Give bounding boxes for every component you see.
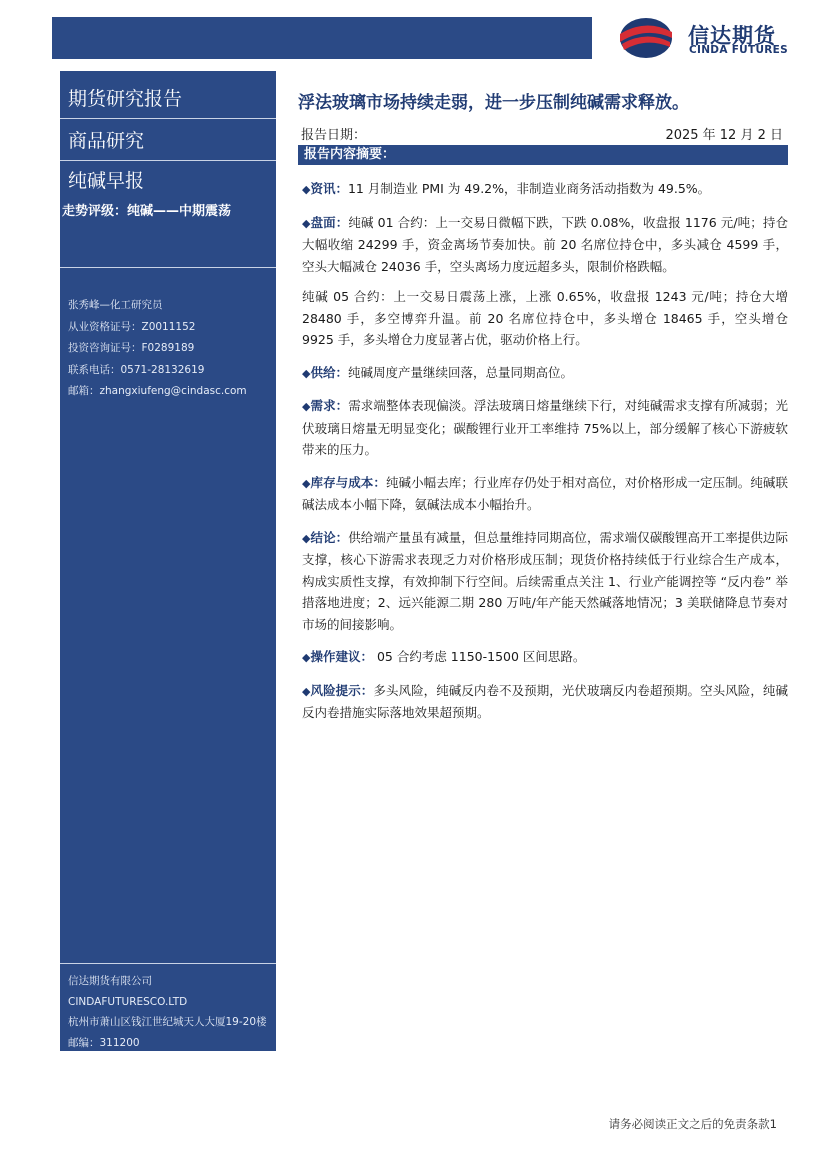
company-name: 信达期货有限公司 (68, 975, 152, 987)
sidebar-divider (60, 267, 276, 268)
company-name-en: CINDAFUTURESCO.LTD (68, 995, 188, 1008)
sidebar-title-report-type: 期货研究报告 (60, 79, 276, 119)
sidebar-divider-bottom (60, 963, 276, 964)
para-label: 需求： (310, 398, 349, 413)
para-text: 05 合约考虑 1150-1500 区间思路。 (372, 649, 586, 664)
para-label: 库存与成本： (310, 474, 386, 490)
report-title: 浮法玻璃市场持续走弱，进一步压制纯碱需求释放。 (298, 93, 689, 113)
para-news (302, 178, 788, 201)
analyst-license: 从业资格证号：Z0011152 (68, 320, 196, 333)
para-text: 纯碱小幅去库；行业库存仍处于相对高位，对价格形成一定压制。纯碱联碱法成本小幅下降，氨碱法成本小幅抬升。 (302, 474, 788, 512)
diamond-bullet-icon: ◆ (302, 684, 311, 698)
para-text: 多头风险，纯碱反内卷不及预期，光伏玻璃反内卷超预期。空头风险，纯碱反内卷措施实际落地效果超预期。 (302, 682, 788, 720)
para-text: 需求端整体表现偏淡。浮法玻璃日熔量继续下行，对纯碱需求支撑有所减弱；光伏玻璃日熔量无明显变化；碳酸锂行业开工率维持 75%以上，部分缓解了核心下游疲软带来的压力。 (302, 398, 788, 457)
para-label: 盘面： (310, 214, 349, 230)
logo-name-en: CINDA FUTURES (689, 44, 789, 56)
analyst-email: 邮箱：zhangxiufeng@cindasc.com (68, 385, 247, 397)
sidebar-title-category: 商品研究 (60, 121, 276, 161)
sidebar (60, 71, 276, 1051)
diamond-bullet-icon: ◆ (302, 651, 311, 664)
diamond-bullet-icon: ◆ (302, 476, 311, 490)
para-text: 纯碱周度产量继续回落，总量同期高位。 (347, 364, 573, 380)
para-risk (302, 680, 788, 724)
para-label: 供给： (310, 364, 348, 380)
logo-name-cn: 信达期货 (688, 24, 776, 48)
para-label: 资讯： (310, 181, 348, 196)
report-date-label: 报告日期： (301, 128, 367, 143)
trend-rating: 走势评级：纯碱——中期震荡 (62, 204, 232, 219)
summary-content (302, 178, 788, 735)
para-operation (302, 646, 788, 669)
company-address: 杭州市萧山区钱江世纪城天人大厦19-20楼 (68, 1016, 267, 1028)
company-postcode: 邮编：311200 (68, 1036, 140, 1049)
para-label: 结论： (310, 529, 349, 545)
para-market (302, 212, 788, 278)
para-text: 供给端产量虽有减量，但总量维持同期高位，需求端仅碳酸锂高开工率提供边际支撑，核心下游需求表现乏力对价格形成压制；现货价格持续低于行业综合生产成本，构成实质性支撑，有效抑制下行空间。后续需重点关注 1、行业产能调控等 “反内卷” 举措落地进度；2、远兴能源二期 280 万吨/年产能天然碱落地情况；3 美联储降息节奏对市场的间接影响。 (302, 529, 788, 632)
para-label: 操作建议： (310, 649, 373, 664)
summary-header: 报告内容摘要： (298, 145, 788, 165)
diamond-bullet-icon: ◆ (302, 400, 311, 413)
para-conclusion (302, 527, 788, 636)
sidebar-title-product: 纯碱早报 (68, 170, 145, 192)
para-market-05 (302, 286, 788, 351)
para-demand (302, 395, 788, 461)
analyst-info (68, 295, 247, 403)
company-info (68, 971, 267, 1053)
top-banner (52, 17, 592, 59)
diamond-bullet-icon: ◆ (302, 366, 311, 380)
analyst-consult-license: 投资咨询证号：F0289189 (68, 342, 195, 354)
para-text: 纯碱 05 合约：上一交易日震荡上涨，上涨 0.65%，收盘报 1243 元/吨；持仓大增 28480 手，多空博弈升温。前 20 名席位持仓中，多头增仓 18465 手，空头增仓 9925 手，多头增仓力度显著占优，驱动价格上行。 (302, 289, 788, 347)
diamond-bullet-icon: ◆ (302, 183, 311, 196)
report-date-value: 2025 年 12 月 2 日 (665, 128, 783, 143)
diamond-bullet-icon: ◆ (302, 531, 311, 545)
analyst-phone: 联系电话：0571-28132619 (68, 363, 205, 376)
para-text: 11 月制造业 PMI 为 49.2%，非制造业商务活动指数为 49.5%。 (347, 181, 711, 196)
para-label: 风险提示： (310, 682, 374, 698)
para-text: 纯碱 01 合约：上一交易日微幅下跌，下跌 0.08%，收盘报 1176 元/吨；持仓大幅收缩 24299 手，资金离场节奏加快。前 20 名席位持仓中，多头减仓 4599 手，空头大幅减仓 24036 手，空头离场力度远超多头，限制价格跌幅。 (302, 214, 788, 274)
analyst-name: 张秀峰—化工研究员 (68, 299, 163, 311)
para-inventory-cost (302, 472, 788, 516)
disclaimer-note: 请务必阅读正文之后的免责条款1 (608, 1117, 777, 1131)
diamond-bullet-icon: ◆ (302, 216, 311, 230)
para-supply (302, 362, 788, 385)
